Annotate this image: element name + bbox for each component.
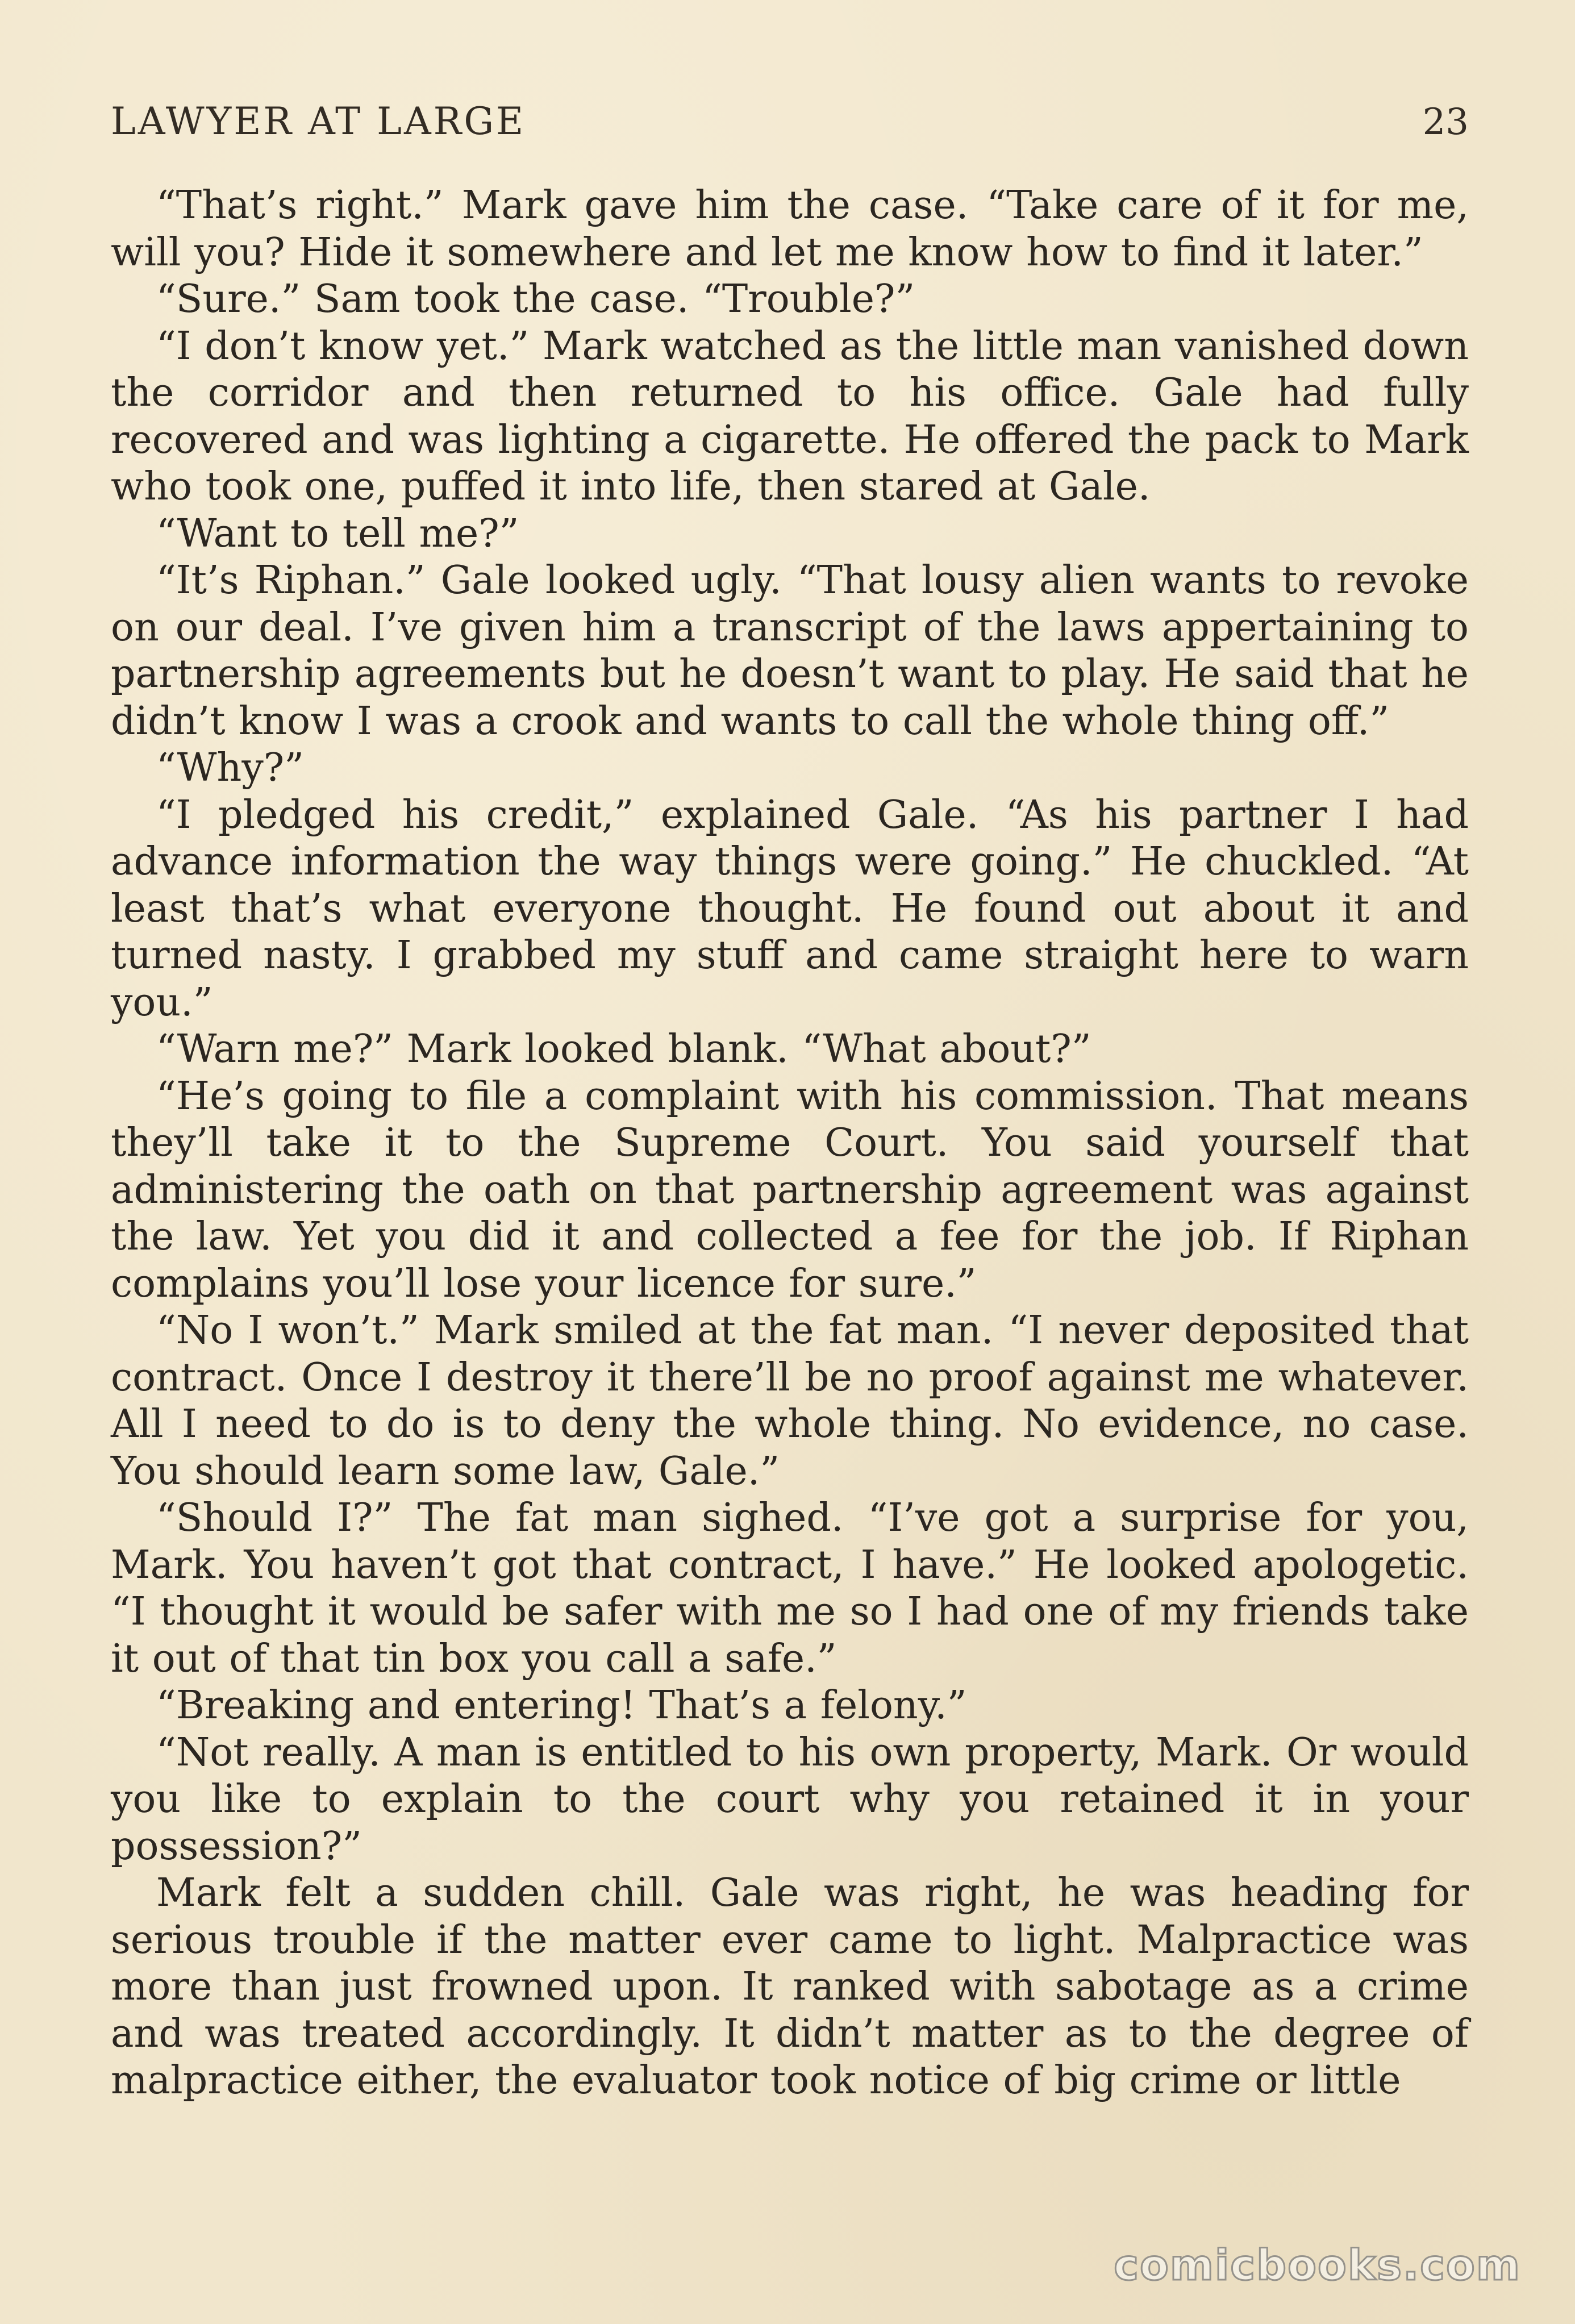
paragraph: “Want to tell me?” <box>156 511 519 556</box>
paragraph: “I pledged his credit,” explained Gale. “As his partner I had advance information the way things were going.” He chuckled. “At least that’s what everyone thought. He found out about it and turned nasty. I grabbed my stuff and came straight here to warn you.” <box>111 792 1469 1025</box>
paragraph: “That’s right.” Mark gave him the case. “Take care of it for me, will you? Hide it somewhere and let me know how to find it later.” <box>111 183 1469 275</box>
paragraph: “Not really. A man is entitled to his own property, Mark. Or would you like to explain to the court why you retained it in your possession?” <box>111 1730 1469 1869</box>
paragraph: “Why?” <box>156 745 304 790</box>
paragraph: “I don’t know yet.” Mark watched as the little man vanished down the corridor and then returned to his office. Gale had fully recovered and was lighting a cigarette. He offered the pack to Mark who took one, puffed it into life, then stared at Gale. <box>111 323 1469 509</box>
page-number: 23 <box>1422 101 1469 143</box>
paragraph: “Breaking and entering! That’s a felony.” <box>156 1683 967 1728</box>
site-watermark: comicbooks.com <box>1114 2241 1521 2290</box>
paragraph: “Sure.” Sam took the case. “Trouble?” <box>156 277 915 322</box>
paragraph: Mark felt a sudden chill. Gale was right, he was heading for serious trouble if the matter ever came to light. Malpractice was more than just frowned upon. It ranked with sabotage as a crime and was treated accordingly. It didn’t matter as to the degree of malpractice either, the evaluator took notice of big crime or little <box>111 1871 1469 2103</box>
paragraph: “No I won’t.” Mark smiled at the fat man. “I never deposited that contract. Once I destroy it there’ll be no proof against me whatever. All I need to do is to deny the whole thing. No evidence, no case. You should learn some law, Gale.” <box>111 1308 1469 1494</box>
body-text <box>111 182 1469 2105</box>
paragraph: “Should I?” The fat man sighed. “I’ve got a surprise for you, Mark. You haven’t got that contract, I have.” He looked apologetic. “I thought it would be safer with me so I had one of my friends take it out of that tin box you call a safe.” <box>111 1496 1469 1681</box>
paragraph: “It’s Riphan.” Gale looked ugly. “That lousy alien wants to revoke on our deal. I’ve given him a transcript of the laws appertaining to partnership agreements but he doesn’t want to play. He said that he didn’t know I was a crook and wants to call the whole thing off.” <box>111 558 1469 744</box>
running-head <box>111 99 1469 162</box>
paragraph: “He’s going to file a complaint with his commission. That means they’ll take it to the Supreme Court. You said yourself that administering the oath on that partnership agreement was against the law. Yet you did it and collected a fee for the job. If Riphan complains you’ll lose your licence for sure.” <box>111 1073 1469 1306</box>
paragraph: “Warn me?” Mark looked blank. “What about?” <box>156 1027 1091 1072</box>
book-page <box>111 99 1469 2105</box>
book-title: LAWYER AT LARGE <box>111 99 526 143</box>
